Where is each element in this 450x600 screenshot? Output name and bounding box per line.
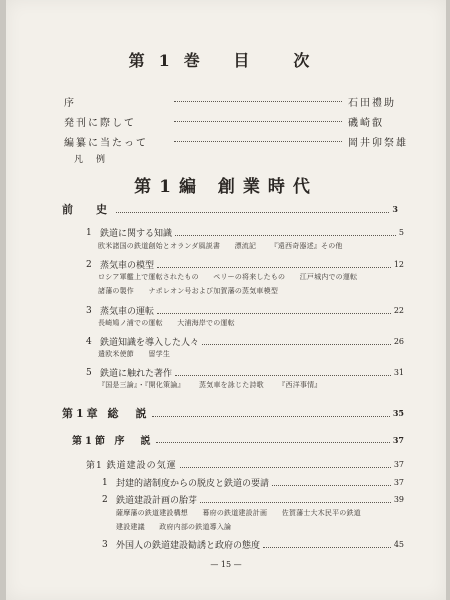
entry-title: 鉄道に関する知識 (100, 229, 173, 239)
entry-title: 封建的諸制度からの脱皮と鉄道の要請 (116, 479, 270, 489)
toc-chapter (62, 405, 404, 421)
page-number: 45 (393, 540, 404, 549)
toc-entry (86, 258, 404, 271)
toc-front-item (64, 94, 404, 108)
entry-subtopics (98, 241, 355, 251)
front-author: 磯崎叡 (348, 118, 384, 129)
dot-leader (263, 547, 391, 548)
toc-entry (102, 538, 404, 551)
section-label: 第1節 序 説 (72, 436, 154, 447)
entry-number: 2 (86, 259, 92, 270)
dot-leader (174, 121, 342, 122)
entry-title: 外国人の鉄道建設勧誘と政府の態度 (116, 541, 261, 551)
subtopic: 大浦海岸での運転 (177, 319, 235, 327)
subtopic: 遣欧米使節 (98, 350, 134, 358)
page-footer-number: — 15 — (210, 560, 242, 569)
entry-number: 3 (86, 305, 92, 316)
front-author: 岡井卯祭雄 (348, 138, 408, 149)
subtopic: 薩摩藩の鉄道建設構想 (116, 509, 188, 517)
entry-number: 1 (86, 227, 92, 238)
entry-title: 蒸気車の運転 (100, 307, 155, 317)
entry-subtopics (98, 286, 290, 296)
entry-subtopics (98, 349, 182, 359)
subtopic: 『国是三論』・『開化策論』 (98, 381, 185, 389)
page-number: 37 (393, 460, 404, 469)
toc-entry (86, 366, 404, 379)
subtopic: 漂流記 (234, 242, 257, 250)
page-number: 35 (392, 408, 404, 418)
entry-number: 5 (86, 367, 92, 378)
subtopic: ロシア軍艦上で運転されたもの (98, 273, 199, 281)
entry-label: 前 史 (62, 203, 113, 216)
page-number: 5 (398, 228, 404, 237)
dot-leader (156, 442, 389, 443)
subsection-label: 第1 鉄道建設の気運 (86, 461, 177, 471)
entry-number: 4 (86, 336, 92, 347)
volume-title: 第1巻 目 次 (128, 51, 324, 70)
subtopic: 幕府の鉄道建設計画 (202, 509, 268, 517)
subtopic: 欧米諸国の鉄道創始とオランダ風説書 (98, 242, 221, 250)
dot-leader (175, 375, 391, 376)
page-number: 12 (393, 260, 404, 269)
entry-title: 鉄道建設計画の胎芽 (116, 496, 198, 506)
entry-subtopics (98, 272, 369, 282)
toc-section (72, 432, 404, 447)
subtopic: 蒸気車を詠じた詩歌 (199, 381, 264, 389)
subtopic: 『遠西奇器述』その他 (270, 242, 343, 250)
dot-leader (202, 344, 391, 345)
page-number: 26 (393, 337, 404, 346)
subtopic: 佐賀藩士大木民平の鉄道 (281, 509, 361, 517)
front-author: 石田禮助 (348, 98, 396, 109)
page-number: 31 (393, 368, 404, 377)
toc-subsection (86, 458, 404, 471)
subtopic: ペリーの将来したもの (213, 273, 286, 281)
dot-leader (174, 141, 342, 142)
subtopic: 諸藩の製作 (98, 287, 134, 295)
dot-leader (174, 101, 342, 102)
dot-leader (200, 502, 391, 503)
entry-subtopics (98, 318, 247, 328)
toc-entry (86, 304, 404, 317)
dot-leader (157, 313, 391, 314)
subtopic: ナポレオン号および加賀藩の蒸気車模型 (148, 287, 279, 295)
dot-leader (152, 416, 389, 417)
front-label: 凡 例 (74, 155, 108, 165)
toc-front-item (64, 114, 404, 128)
subtopic: 政府内部の鉄道導入論 (159, 523, 232, 531)
entry-number: 3 (102, 539, 108, 550)
entry-title: 鉄道に触れた著作 (100, 369, 173, 379)
front-label: 序 (64, 98, 76, 109)
subtopic: 留学生 (148, 350, 171, 358)
entry-number: 2 (102, 494, 108, 505)
page-number: 3 (392, 204, 404, 214)
entry-subtopics (116, 508, 373, 518)
entry-subtopics (116, 522, 243, 532)
subtopic: 『西洋事情』 (278, 381, 322, 389)
dot-leader (180, 467, 391, 468)
dot-leader (175, 235, 396, 236)
toc-entry (86, 335, 404, 348)
toc-entry (102, 493, 404, 506)
entry-subtopics (98, 380, 334, 390)
part-title: 第1編 創業時代 (134, 177, 318, 197)
book-page (6, 0, 446, 600)
dot-leader (272, 485, 391, 486)
page-number: 37 (393, 478, 404, 487)
toc-front-item (64, 134, 408, 149)
toc-entry (102, 476, 404, 489)
page-number: 39 (393, 495, 404, 504)
dot-leader (157, 267, 391, 268)
entry-title: 蒸気車の模型 (100, 261, 155, 271)
page-number: 37 (392, 434, 404, 445)
subtopic: 建設建議 (116, 523, 145, 531)
toc-front-item (74, 152, 107, 165)
subtopic: 長崎鳩ノ浦での運転 (98, 319, 163, 327)
chapter-label: 第1章 総 説 (62, 407, 150, 420)
dot-leader (116, 212, 389, 213)
entry-number: 1 (102, 477, 108, 488)
front-label: 発刊に際して (64, 118, 136, 129)
subtopic: 江戸城内での運転 (299, 273, 358, 281)
toc-entry-prehistory (62, 201, 404, 217)
toc-entry (86, 226, 404, 239)
page-number: 22 (393, 306, 404, 315)
entry-title: 鉄道知識を導入した人々 (100, 338, 200, 348)
front-label: 編纂に当たって (64, 138, 148, 149)
